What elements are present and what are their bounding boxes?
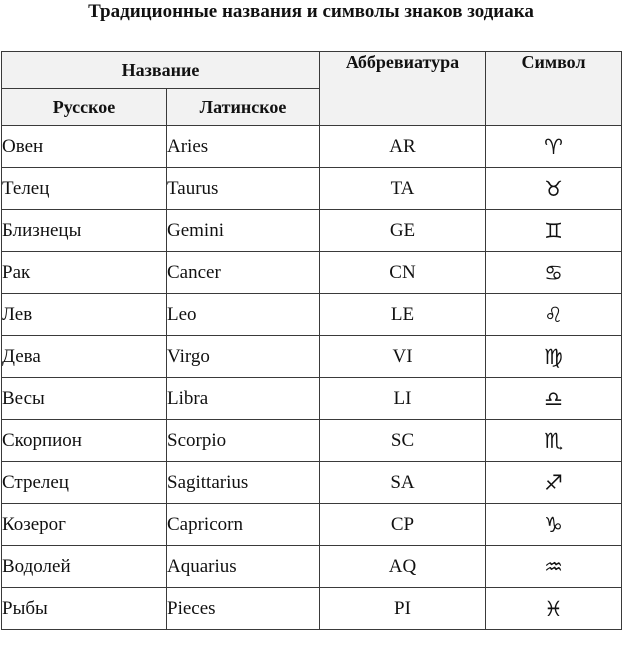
table-row xyxy=(2,126,622,168)
taurus-symbol-icon: ♉︎ xyxy=(486,168,622,210)
header-symbol: Символ xyxy=(486,52,622,126)
virgo-symbol-icon: ♍︎ xyxy=(486,336,622,378)
table-row xyxy=(2,252,622,294)
header-abbreviation: Аббревиатура xyxy=(320,52,486,126)
russian-name: Стрелец xyxy=(2,462,167,504)
leo-symbol-icon: ♌︎ xyxy=(486,294,622,336)
abbreviation: CP xyxy=(320,504,486,546)
latin-name: Capricorn xyxy=(167,504,320,546)
latin-name: Pieces xyxy=(167,588,320,630)
table-row xyxy=(2,168,622,210)
table-row xyxy=(2,504,622,546)
abbreviation: AQ xyxy=(320,546,486,588)
russian-name: Телец xyxy=(2,168,167,210)
abbreviation: LE xyxy=(320,294,486,336)
abbreviation: SA xyxy=(320,462,486,504)
table-row xyxy=(2,336,622,378)
latin-name: Virgo xyxy=(167,336,320,378)
scorpio-symbol-icon: ♏︎ xyxy=(486,420,622,462)
russian-name: Лев xyxy=(2,294,167,336)
latin-name: Scorpio xyxy=(167,420,320,462)
libra-symbol-icon: ♎︎ xyxy=(486,378,622,420)
abbreviation: LI xyxy=(320,378,486,420)
latin-name: Aries xyxy=(167,126,320,168)
russian-name: Весы xyxy=(2,378,167,420)
header-russian: Русское xyxy=(2,89,167,126)
russian-name: Рак xyxy=(2,252,167,294)
abbreviation: GE xyxy=(320,210,486,252)
abbreviation: CN xyxy=(320,252,486,294)
abbreviation: VI xyxy=(320,336,486,378)
sagittarius-symbol-icon: ♐︎ xyxy=(486,462,622,504)
abbreviation: PI xyxy=(320,588,486,630)
pisces-symbol-icon: ♓︎ xyxy=(486,588,622,630)
header-latin: Латинское xyxy=(167,89,320,126)
capricorn-symbol-icon: ♑︎ xyxy=(486,504,622,546)
latin-name: Taurus xyxy=(167,168,320,210)
russian-name: Скорпион xyxy=(2,420,167,462)
russian-name: Дева xyxy=(2,336,167,378)
russian-name: Близнецы xyxy=(2,210,167,252)
latin-name: Libra xyxy=(167,378,320,420)
table-row xyxy=(2,294,622,336)
aries-symbol-icon: ♈︎ xyxy=(486,126,622,168)
abbreviation: TA xyxy=(320,168,486,210)
table-row xyxy=(2,462,622,504)
abbreviation: SC xyxy=(320,420,486,462)
page-title: Традиционные названия и символы знаков зодиака xyxy=(88,1,534,22)
aquarius-symbol-icon: ♒︎ xyxy=(486,546,622,588)
zodiac-table xyxy=(1,51,622,630)
russian-name: Водолей xyxy=(2,546,167,588)
table-row xyxy=(2,588,622,630)
russian-name: Козерог xyxy=(2,504,167,546)
latin-name: Leo xyxy=(167,294,320,336)
table-row xyxy=(2,420,622,462)
table-row xyxy=(2,546,622,588)
header-row xyxy=(2,52,622,89)
abbreviation: AR xyxy=(320,126,486,168)
latin-name: Sagittarius xyxy=(167,462,320,504)
latin-name: Cancer xyxy=(167,252,320,294)
russian-name: Овен xyxy=(2,126,167,168)
russian-name: Рыбы xyxy=(2,588,167,630)
table-row xyxy=(2,210,622,252)
table-row xyxy=(2,378,622,420)
gemini-symbol-icon: ♊︎ xyxy=(486,210,622,252)
header-name: Название xyxy=(2,52,320,89)
latin-name: Aquarius xyxy=(167,546,320,588)
latin-name: Gemini xyxy=(167,210,320,252)
cancer-symbol-icon: ♋︎ xyxy=(486,252,622,294)
